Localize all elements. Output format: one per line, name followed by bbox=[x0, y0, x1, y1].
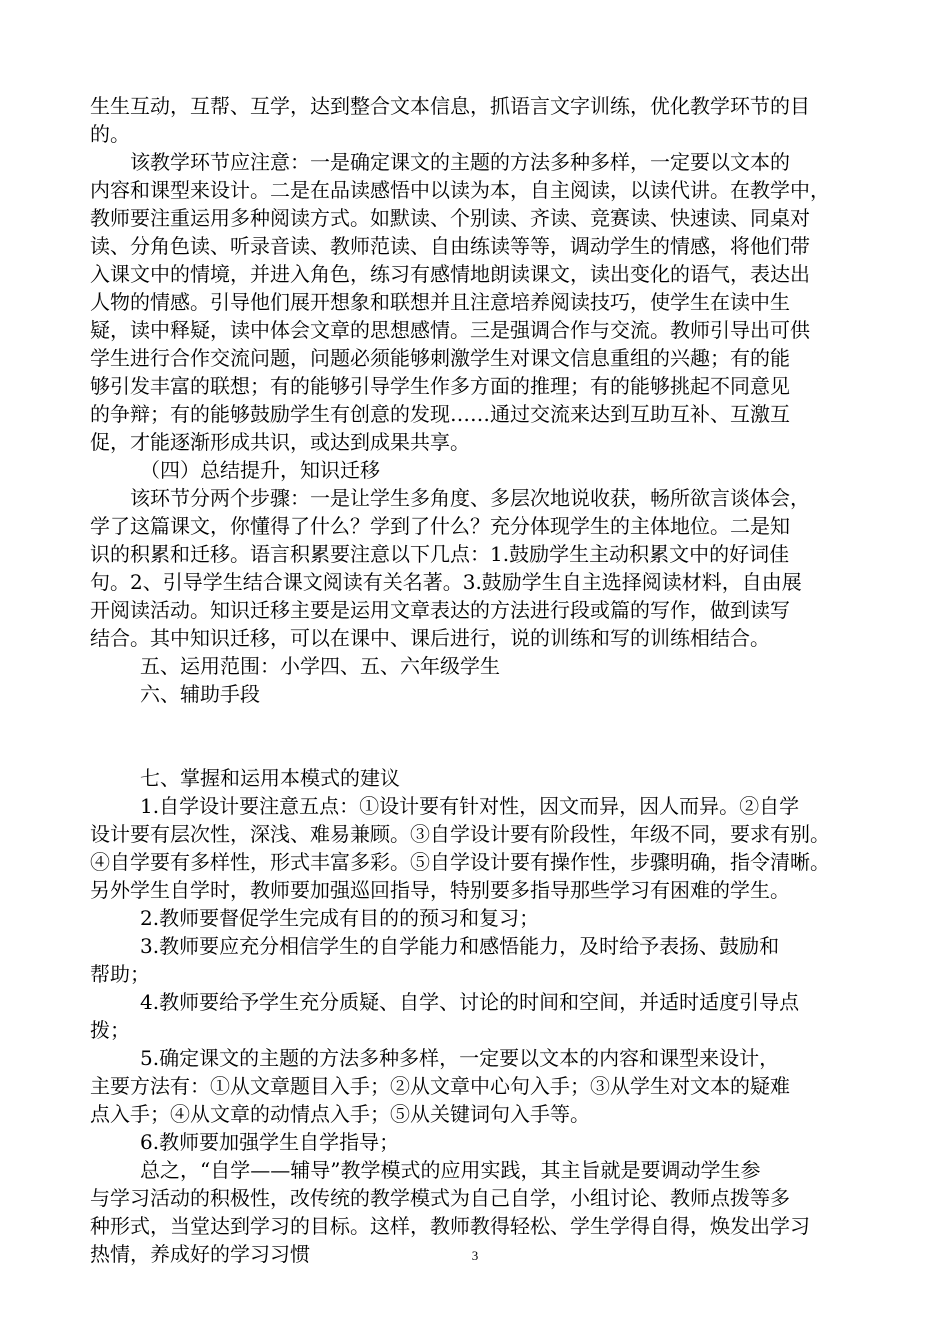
text-line: 设计要有层次性，深浅、难易兼顾。③自学设计要有阶段性，年级不同，要求有别。 bbox=[90, 822, 830, 846]
text-line: 句。2、引导学生结合课文阅读有关名著。3.鼓励学生自主选择阅读材料，自由展 bbox=[90, 570, 802, 594]
section-heading: 五、运用范围：小学四、五、六年级学生 bbox=[140, 654, 500, 678]
text-line: 疑，读中释疑，读中体会文章的思想感情。三是强调合作与交流。教师引导出可供 bbox=[90, 318, 810, 342]
section-heading: 七、掌握和运用本模式的建议 bbox=[140, 766, 400, 790]
text-line: 学了这篇课文，你懂得了什么？学到了什么？充分体现学生的主体地位。二是知 bbox=[90, 514, 790, 538]
text-line: 该教学环节应注意：一是确定课文的主题的方法多种多样，一定要以文本的 bbox=[130, 150, 790, 174]
text-line: 1.自学设计要注意五点：①设计要有针对性，因文而异，因人而异。②自学 bbox=[140, 794, 800, 818]
text-line: 种形式，当堂达到学习的目标。这样，教师教得轻松、学生学得自得，焕发出学习 bbox=[90, 1214, 810, 1238]
page-number: 3 bbox=[471, 1248, 479, 1263]
blank-space bbox=[90, 708, 868, 764]
text-line: 入课文中的情境，并进入角色，练习有感情地朗读课文，读出变化的语气，表达出 bbox=[90, 262, 810, 286]
text-line: 的。 bbox=[90, 122, 130, 146]
text-line: 开阅读活动。知识迁移主要是运用文章表达的方法进行段或篇的写作，做到读写 bbox=[90, 598, 790, 622]
text-line: 热情，养成好的学习习惯 bbox=[90, 1242, 310, 1266]
text-line: 够引发丰富的联想；有的能够引导学生作多方面的推理；有的能够挑起不同意见 bbox=[90, 374, 790, 398]
text-line: 6.教师要加强学生自学指导； bbox=[140, 1130, 400, 1154]
text-line: 与学习活动的积极性，改传统的教学模式为自己自学，小组讨论、教师点拨等多 bbox=[90, 1186, 790, 1210]
text-line: 内容和课型来设计。二是在品读感悟中以读为本，自主阅读，以读代讲。在教学中， bbox=[90, 178, 830, 202]
section-heading: 六、辅助手段 bbox=[140, 682, 260, 706]
text-line: 2.教师要督促学生完成有目的的预习和复习； bbox=[140, 906, 540, 930]
text-line: 的争辩；有的能够鼓励学生有创意的发现……通过交流来达到互助互补、互激互 bbox=[90, 402, 790, 426]
text-line: 点入手；④从文章的动情点入手；⑤从关键词句入手等。 bbox=[90, 1102, 590, 1126]
text-line: 拨； bbox=[90, 1018, 130, 1042]
document-body bbox=[90, 92, 868, 1268]
text-line: 学生进行合作交流问题，问题必须能够刺激学生对课文信息重组的兴趣；有的能 bbox=[90, 346, 790, 370]
text-line: 识的积累和迁移。语言积累要注意以下几点：1.鼓励学生主动积累文中的好词佳 bbox=[90, 542, 790, 566]
text-line: 人物的情感。引导他们展开想象和联想并且注意培养阅读技巧，使学生在读中生 bbox=[90, 290, 790, 314]
text-line: 读、分角色读、听录音读、教师范读、自由练读等等，调动学生的情感，将他们带 bbox=[90, 234, 810, 258]
text-line: 另外学生自学时，教师要加强巡回指导，特别要多指导那些学习有困难的学生。 bbox=[90, 878, 790, 902]
text-line: 教师要注重运用多种阅读方式。如默读、个别读、齐读、竞赛读、快速读、同桌对 bbox=[90, 206, 810, 230]
text-line: 3.教师要应充分相信学生的自学能力和感悟能力，及时给予表扬、鼓励和 bbox=[140, 934, 780, 958]
text-line: 4.教师要给予学生充分质疑、自学、讨论的时间和空间，并适时适度引导点 bbox=[140, 990, 800, 1014]
section-heading: （四）总结提升，知识迁移 bbox=[140, 458, 380, 482]
text-line: 该环节分两个步骤：一是让学生多角度、多层次地说收获，畅所欲言谈体会， bbox=[130, 486, 810, 510]
text-line: 生生互动，互帮、互学，达到整合文本信息，抓语言文字训练，优化教学环节的目 bbox=[90, 94, 810, 118]
text-line: 结合。其中知识迁移，可以在课中、课后进行，说的训练和写的训练相结合。 bbox=[90, 626, 770, 650]
text-line: 促，才能逐渐形成共识，或达到成果共享。 bbox=[90, 430, 470, 454]
text-line: 帮助； bbox=[90, 962, 150, 986]
text-line: 主要方法有：①从文章题目入手；②从文章中心句入手；③从学生对文本的疑难 bbox=[90, 1074, 790, 1098]
text-line: ④自学要有多样性，形式丰富多彩。⑤自学设计要有操作性，步骤明确，指令清晰。 bbox=[90, 850, 830, 874]
text-line: 总之，“自学——辅导”教学模式的应用实践，其主旨就是要调动学生参 bbox=[140, 1158, 761, 1182]
text-line: 5.确定课文的主题的方法多种多样，一定要以文本的内容和课型来设计， bbox=[140, 1046, 780, 1070]
